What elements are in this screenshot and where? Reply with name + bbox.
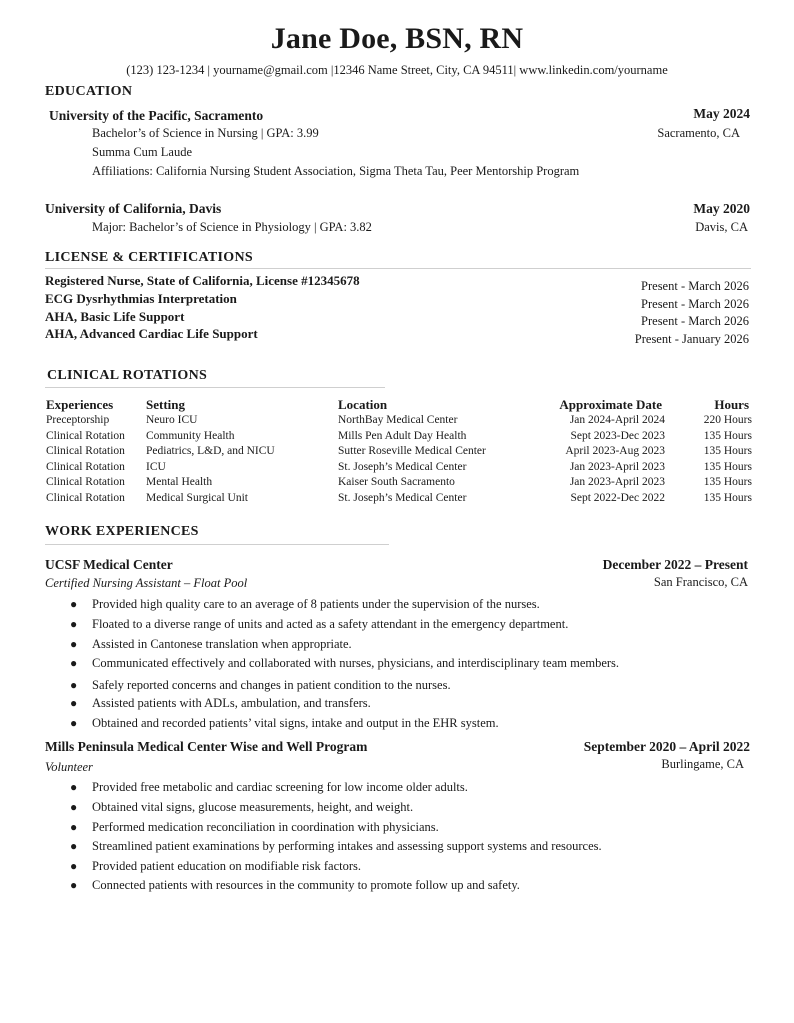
- education-heading: EDUCATION: [45, 84, 133, 99]
- education-school-1: University of the Pacific, Sacramento: [49, 108, 264, 123]
- bullet-icon: ●: [70, 780, 78, 794]
- licenses-heading: LICENSE & CERTIFICATIONS: [45, 250, 253, 265]
- education-location-2: Davis, CA: [695, 220, 748, 234]
- job-title-2: Volunteer: [45, 760, 93, 774]
- clinical-cell: 135 Hours: [703, 445, 752, 457]
- job-title-1: Certified Nursing Assistant – Float Pool: [45, 576, 248, 590]
- education-date-1: May 2024: [693, 106, 750, 121]
- clinical-divider: [45, 387, 385, 388]
- clinical-cell: 220 Hours: [703, 414, 752, 426]
- contact-line: (123) 123-1234 | yourname@gmail.com |12346 Name Street, City, CA 94511| www.linkedin.com/yourname: [126, 63, 668, 77]
- education-date-2: May 2020: [693, 201, 750, 216]
- work-divider: [45, 544, 389, 545]
- clinical-cell: Sutter Roseville Medical Center: [338, 445, 486, 457]
- education-detail-2a: Major: Bachelor’s of Science in Physiology | GPA: 3.82: [92, 220, 372, 234]
- bullet-icon: ●: [70, 597, 78, 611]
- education-detail-1c: Affiliations: California Nursing Student Association, Sigma Theta Tau, Peer Mentorship Program: [92, 164, 580, 178]
- clinical-col-experiences: Experiences: [46, 397, 114, 412]
- clinical-cell: Clinical Rotation: [46, 445, 125, 457]
- education-detail-1a: Bachelor’s of Science in Nursing | GPA: 3.99: [92, 126, 319, 140]
- list-item: ● Communicated effectively and collaborated with nurses, physicians, and interdisciplinary team members.: [70, 656, 620, 670]
- licenses-divider: [45, 268, 751, 269]
- clinical-cell: Mental Health: [146, 476, 213, 488]
- clinical-cell: Community Health: [146, 430, 235, 442]
- list-item: ● Assisted patients with ADLs, ambulation, and transfers.: [70, 696, 371, 710]
- clinical-cell: 135 Hours: [703, 476, 752, 488]
- clinical-cell: Clinical Rotation: [46, 461, 125, 473]
- bullet-icon: ●: [70, 678, 78, 692]
- clinical-cell: 135 Hours: [703, 430, 752, 442]
- bullet-icon: ●: [70, 800, 78, 814]
- clinical-cell: Clinical Rotation: [46, 430, 125, 442]
- job-location-2: Burlingame, CA: [661, 757, 744, 771]
- bullet-icon: ●: [70, 859, 78, 873]
- work-heading: WORK EXPERIENCES: [45, 524, 199, 539]
- list-item: ● Obtained and recorded patients’ vital signs, intake and output in the EHR system.: [70, 716, 499, 730]
- education-detail-1b: Summa Cum Laude: [92, 145, 192, 159]
- clinical-heading: CLINICAL ROTATIONS: [47, 368, 208, 383]
- clinical-cell: 135 Hours: [703, 492, 752, 504]
- list-item: ● Provided patient education on modifiable risk factors.: [70, 859, 362, 873]
- clinical-col-hours: Hours: [714, 397, 749, 412]
- clinical-col-location: Location: [338, 397, 388, 412]
- clinical-cell: Medical Surgical Unit: [146, 492, 248, 504]
- license-name-3: AHA, Basic Life Support: [45, 309, 185, 324]
- list-item: ● Obtained vital signs, glucose measurements, height, and weight.: [70, 800, 414, 814]
- license-date-1: Present - March 2026: [641, 279, 749, 293]
- clinical-cell: April 2023-Aug 2023: [565, 445, 665, 457]
- bullet-icon: ●: [70, 820, 78, 834]
- education-location-1: Sacramento, CA: [657, 126, 740, 140]
- bullet-icon: ●: [70, 637, 78, 651]
- clinical-cell: Jan 2024-April 2024: [569, 414, 665, 426]
- clinical-col-setting: Setting: [146, 397, 185, 412]
- license-name-4: AHA, Advanced Cardiac Life Support: [45, 326, 258, 341]
- list-item: ● Provided free metabolic and cardiac screening for low income older adults.: [70, 780, 468, 794]
- clinical-cell: Neuro ICU: [146, 414, 198, 426]
- bullet-icon: ●: [70, 716, 78, 730]
- clinical-cell: ICU: [146, 461, 166, 473]
- list-item: ● Performed medication reconciliation in coordination with physicians.: [70, 820, 439, 834]
- bullet-icon: ●: [70, 839, 78, 853]
- license-date-4: Present - January 2026: [634, 332, 749, 346]
- bullet-icon: ●: [70, 878, 78, 892]
- license-name-1: Registered Nurse, State of California, License #12345678: [45, 273, 360, 288]
- clinical-col-date: Approximate Date: [559, 397, 662, 412]
- clinical-cell: Kaiser South Sacramento: [338, 476, 455, 488]
- clinical-cell: 135 Hours: [703, 461, 752, 473]
- clinical-cell: St. Joseph’s Medical Center: [338, 461, 467, 473]
- list-item: ● Connected patients with resources in the community to promote follow up and safety.: [70, 878, 520, 892]
- candidate-name: Jane Doe, BSN, RN: [270, 22, 524, 55]
- education-school-2: University of California, Davis: [45, 201, 222, 216]
- job-date-1: December 2022 – Present: [602, 557, 748, 572]
- list-item: ● Provided high quality care to an average of 8 patients under the supervision of the nurses.: [70, 597, 540, 611]
- list-item: ● Streamlined patient examinations by performing intakes and assessing support systems and resources.: [70, 839, 602, 853]
- list-item: ● Safely reported concerns and changes in patient condition to the nurses.: [70, 678, 451, 692]
- clinical-cell: Jan 2023-April 2023: [569, 461, 665, 473]
- license-name-2: ECG Dysrhythmias Interpretation: [45, 291, 237, 306]
- bullet-icon: ●: [70, 656, 78, 670]
- bullet-icon: ●: [70, 617, 78, 631]
- clinical-cell: Clinical Rotation: [46, 476, 125, 488]
- clinical-cell: Mills Pen Adult Day Health: [338, 430, 467, 442]
- job-employer-1: UCSF Medical Center: [45, 557, 173, 572]
- clinical-cell: Clinical Rotation: [46, 492, 125, 504]
- clinical-cell: Preceptorship: [46, 414, 110, 426]
- license-date-2: Present - March 2026: [641, 297, 749, 311]
- job-date-2: September 2020 – April 2022: [583, 739, 750, 754]
- clinical-cell: Jan 2023-April 2023: [569, 476, 665, 488]
- bullet-icon: ●: [70, 696, 78, 710]
- list-item: ● Floated to a diverse range of units and acted as a safety attendant in the emergency department.: [70, 617, 569, 631]
- job-location-1: San Francisco, CA: [653, 575, 748, 589]
- clinical-cell: St. Joseph’s Medical Center: [338, 492, 467, 504]
- clinical-cell: Pediatrics, L&D, and NICU: [146, 445, 275, 457]
- job-employer-2: Mills Peninsula Medical Center Wise and Well Program: [45, 739, 368, 754]
- license-date-3: Present - March 2026: [641, 314, 749, 328]
- clinical-cell: Sept 2023-Dec 2023: [570, 430, 665, 442]
- list-item: ● Assisted in Cantonese translation when appropriate.: [70, 637, 352, 651]
- clinical-cell: NorthBay Medical Center: [338, 414, 458, 426]
- clinical-cell: Sept 2022-Dec 2022: [570, 492, 665, 504]
